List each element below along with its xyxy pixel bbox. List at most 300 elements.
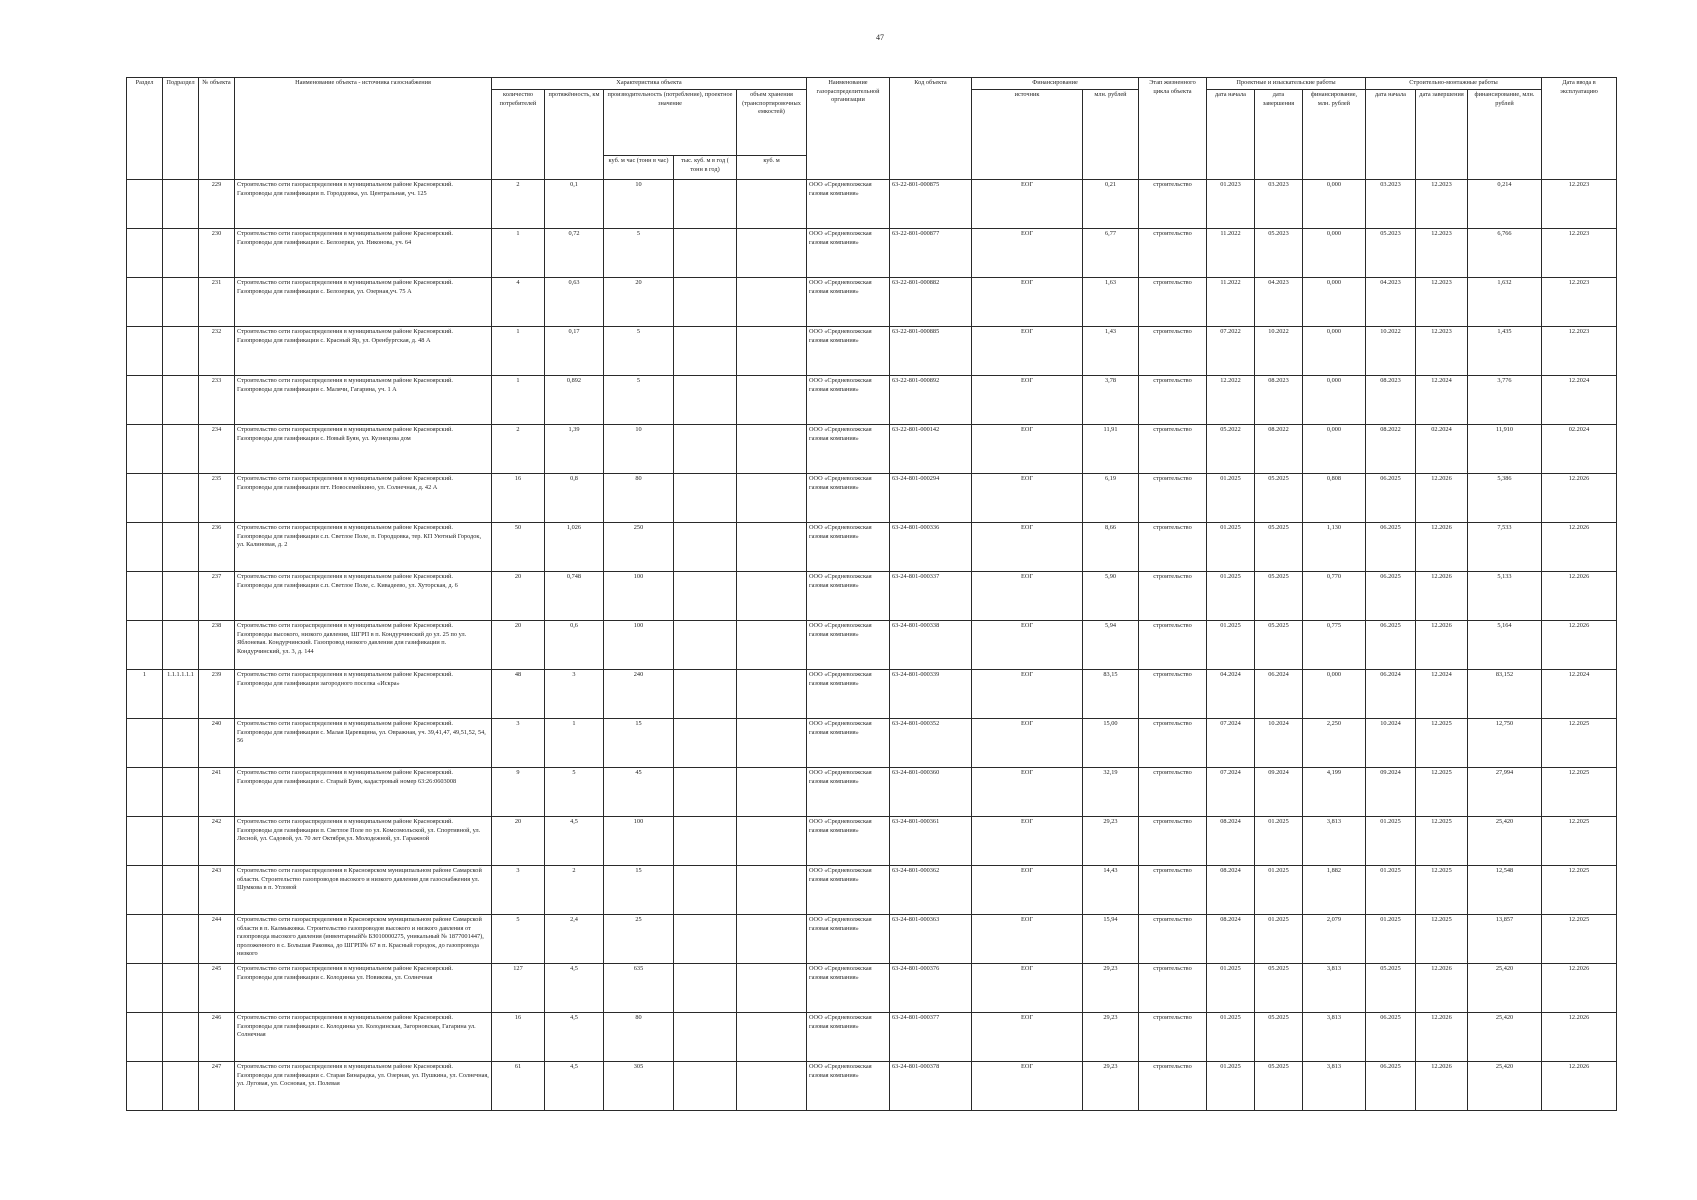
table-row [127,376,1617,425]
cell-cub-hour: 250 [604,523,674,572]
cell-razdel [127,1062,163,1111]
cell-storage [737,572,807,621]
cell-commission-date: 02.2024 [1542,425,1617,474]
cell-construction-end: 12.2026 [1416,523,1468,572]
cell-stage: строительство [1139,866,1207,915]
cell-razdel [127,719,163,768]
cell-organization: ООО «Средневолжская газовая компания» [807,621,890,670]
page-number: 47 [876,33,884,42]
cell-construction-end: 12.2023 [1416,327,1468,376]
cell-stage: строительство [1139,670,1207,719]
cell-design-fin: 0,770 [1303,572,1366,621]
cell-design-end: 06.2024 [1255,670,1303,719]
cell-stage: строительство [1139,278,1207,327]
cell-construction-end: 12.2023 [1416,229,1468,278]
col-fin-amount: млн. рублей [1083,90,1139,180]
cell-cub-hour: 100 [604,817,674,866]
cell-qty: 3 [492,866,545,915]
cell-podrazdel [163,915,199,964]
cell-object-code: 63-24-801-000338 [890,621,972,670]
cell-design-fin: 3,813 [1303,964,1366,1013]
table-row [127,964,1617,1013]
cell-fin-source: ЕОГ [972,915,1083,964]
cell-construction-start: 01.2025 [1366,866,1416,915]
cell-qty: 20 [492,817,545,866]
cell-cub-year [674,915,737,964]
cell-storage [737,327,807,376]
cell-cub-hour: 10 [604,425,674,474]
table-row [127,866,1617,915]
cell-construction-start: 06.2025 [1366,1013,1416,1062]
cell-fin-amount: 29,23 [1083,817,1139,866]
cell-qty: 127 [492,964,545,1013]
cell-cub-hour: 10 [604,180,674,229]
cell-design-start: 07.2022 [1207,327,1255,376]
cell-design-start: 12.2022 [1207,376,1255,425]
cell-storage [737,866,807,915]
cell-qty: 2 [492,425,545,474]
cell-length: 5 [545,768,604,817]
cell-construction-start: 05.2023 [1366,229,1416,278]
cell-cub-year [674,180,737,229]
cell-organization: ООО «Средневолжская газовая компания» [807,719,890,768]
cell-podrazdel: 1.1.1.1.1.1 [163,670,199,719]
cell-construction-fin: 1,435 [1468,327,1542,376]
cell-object-code: 63-22-801-000875 [890,180,972,229]
cell-design-start: 11.2022 [1207,278,1255,327]
col-object-number: № объекта [199,78,235,180]
table-row [127,523,1617,572]
cell-object-number: 237 [199,572,235,621]
cell-organization: ООО «Средневолжская газовая компания» [807,327,890,376]
col-unit-cub-year: тыс. куб. м в год ( тонн в год) [674,156,737,180]
cell-length: 1,39 [545,425,604,474]
cell-razdel [127,180,163,229]
cell-stage: строительство [1139,719,1207,768]
cell-construction-start: 08.2023 [1366,376,1416,425]
cell-object-name: Строительство сети газораспределения в муниципальном районе Красноярский. Газопроводы для газификации с. Колодинка ул. Новикова, ул. Солнечная [235,964,492,1013]
cell-construction-end: 12.2025 [1416,866,1468,915]
cell-object-code: 63-24-801-000352 [890,719,972,768]
cell-commission-date: 12.2025 [1542,817,1617,866]
cell-object-number: 244 [199,915,235,964]
cell-organization: ООО «Средневолжская газовая компания» [807,278,890,327]
cell-fin-source: ЕОГ [972,1013,1083,1062]
cell-object-name: Строительство сети газораспределения в муниципальном районе Красноярский. Газопроводы для газификации с. Новый Буян, ул. Кузнецова дом [235,425,492,474]
cell-length: 4,5 [545,1062,604,1111]
cell-stage: строительство [1139,621,1207,670]
cell-fin-amount: 0,21 [1083,180,1139,229]
cell-construction-start: 06.2025 [1366,474,1416,523]
col-qty-consumers: количество потребителей [492,90,545,180]
cell-construction-start: 06.2024 [1366,670,1416,719]
cell-object-code: 63-24-801-000378 [890,1062,972,1111]
cell-cub-hour: 305 [604,1062,674,1111]
cell-commission-date: 12.2026 [1542,572,1617,621]
cell-qty: 20 [492,621,545,670]
cell-storage [737,523,807,572]
cell-object-code: 63-22-801-000877 [890,229,972,278]
col-unit-cub: куб. м [737,156,807,180]
col-storage: объем хранения (транспортировочных емкостей) [737,90,807,156]
cell-fin-amount: 15,94 [1083,915,1139,964]
cell-cub-hour: 45 [604,768,674,817]
col-organization: Наименование газораспределительной организации [807,78,890,180]
cell-construction-fin: 0,214 [1468,180,1542,229]
cell-razdel: 1 [127,670,163,719]
cell-cub-year [674,572,737,621]
cell-commission-date: 12.2025 [1542,719,1617,768]
cell-commission-date: 12.2026 [1542,523,1617,572]
cell-razdel [127,376,163,425]
cell-stage: строительство [1139,425,1207,474]
table-body [127,180,1617,1111]
cell-cub-hour: 635 [604,964,674,1013]
cell-fin-source: ЕОГ [972,376,1083,425]
cell-razdel [127,327,163,376]
cell-length: 4,5 [545,1013,604,1062]
cell-cub-year [674,964,737,1013]
col-unit-cub-hour: куб. м час (тонн в час) [604,156,674,180]
cell-design-fin: 0,000 [1303,278,1366,327]
cell-design-end: 08.2022 [1255,425,1303,474]
cell-object-number: 241 [199,768,235,817]
cell-object-number: 230 [199,229,235,278]
cell-construction-end: 12.2026 [1416,964,1468,1013]
cell-cub-year [674,719,737,768]
cell-construction-end: 12.2026 [1416,1062,1468,1111]
cell-razdel [127,817,163,866]
cell-length: 0,8 [545,474,604,523]
cell-organization: ООО «Средневолжская газовая компания» [807,1062,890,1111]
cell-design-end: 05.2025 [1255,1013,1303,1062]
cell-cub-hour: 5 [604,327,674,376]
cell-design-start: 01.2025 [1207,474,1255,523]
cell-fin-source: ЕОГ [972,768,1083,817]
cell-cub-hour: 5 [604,229,674,278]
cell-cub-year [674,1013,737,1062]
cell-design-end: 10.2024 [1255,719,1303,768]
cell-construction-end: 12.2026 [1416,474,1468,523]
cell-design-start: 01.2025 [1207,964,1255,1013]
cell-object-name: Строительство сети газораспределения в муниципальном районе Красноярский. Газопроводы для газификации с. Белозерки, ул. Никонова, уч. 64 [235,229,492,278]
cell-design-fin: 3,813 [1303,1062,1366,1111]
cell-construction-fin: 83,152 [1468,670,1542,719]
cell-storage [737,229,807,278]
cell-stage: строительство [1139,523,1207,572]
col-design-fin: финансирование, млн. рублей [1303,90,1366,180]
cell-commission-date: 12.2025 [1542,866,1617,915]
col-podrazdel: Подраздел [163,78,199,180]
cell-fin-source: ЕОГ [972,572,1083,621]
cell-construction-end: 02.2024 [1416,425,1468,474]
cell-construction-end: 12.2026 [1416,572,1468,621]
cell-object-name: Строительство сети газораспределения в муниципальном районе Красноярский. Газопроводы для газификации п. Городцовка, ул. Центральная, уч. 125 [235,180,492,229]
cell-construction-start: 01.2025 [1366,817,1416,866]
cell-fin-amount: 14,43 [1083,866,1139,915]
cell-organization: ООО «Средневолжская газовая компания» [807,376,890,425]
cell-design-start: 05.2022 [1207,425,1255,474]
cell-stage: строительство [1139,817,1207,866]
cell-object-name: Строительство сети газораспределения в муниципальном районе Красноярский. Газопроводы для газификации с.п. Светлое Поле, п. Городцовка, тер. КП Уютный Городок, ул. Калиновая, д. 2 [235,523,492,572]
cell-object-code: 63-24-801-000361 [890,817,972,866]
cell-design-start: 11.2022 [1207,229,1255,278]
cell-stage: строительство [1139,180,1207,229]
cell-qty: 4 [492,278,545,327]
cell-construction-start: 06.2025 [1366,523,1416,572]
cell-length: 3 [545,670,604,719]
cell-podrazdel [163,817,199,866]
cell-fin-amount: 83,15 [1083,670,1139,719]
cell-design-end: 08.2023 [1255,376,1303,425]
cell-razdel [127,964,163,1013]
cell-fin-amount: 8,66 [1083,523,1139,572]
table-row [127,719,1617,768]
cell-design-start: 01.2025 [1207,523,1255,572]
cell-object-code: 63-22-801-000142 [890,425,972,474]
cell-podrazdel [163,964,199,1013]
cell-construction-start: 09.2024 [1366,768,1416,817]
cell-fin-amount: 5,90 [1083,572,1139,621]
cell-object-name: Строительство сети газораспределения в муниципальном районе Красноярский. Газопроводы для газификации п. Светлое Поле по ул. Комсомольской, ул. Спортивной, ул. Лесной, ул. Садовой, ул. 70 лет Октября,ул. Молодежной, ул. Гаражной [235,817,492,866]
col-construction-start: дата начала [1366,90,1416,180]
cell-fin-amount: 6,77 [1083,229,1139,278]
cell-commission-date: 12.2026 [1542,1062,1617,1111]
table-row [127,327,1617,376]
cell-qty: 5 [492,915,545,964]
cell-cub-year [674,376,737,425]
cell-fin-source: ЕОГ [972,474,1083,523]
cell-length: 0,892 [545,376,604,425]
cell-fin-source: ЕОГ [972,278,1083,327]
cell-design-end: 01.2025 [1255,866,1303,915]
cell-object-number: 235 [199,474,235,523]
cell-design-fin: 3,813 [1303,817,1366,866]
cell-cub-year [674,1062,737,1111]
cell-fin-source: ЕОГ [972,621,1083,670]
cell-podrazdel [163,180,199,229]
cell-length: 4,5 [545,964,604,1013]
cell-storage [737,474,807,523]
cell-construction-start: 05.2025 [1366,964,1416,1013]
cell-cub-year [674,523,737,572]
cell-stage: строительство [1139,768,1207,817]
cell-construction-start: 06.2025 [1366,572,1416,621]
cell-podrazdel [163,376,199,425]
cell-organization: ООО «Средневолжская газовая компания» [807,425,890,474]
cell-commission-date: 12.2025 [1542,768,1617,817]
cell-commission-date: 12.2026 [1542,621,1617,670]
cell-podrazdel [163,425,199,474]
cell-object-name: Строительство сети газораспределения в Красноярском муниципальном районе Самарской области. Строительство газопроводов высокого и низкого давления для газоснабжения ул. Шумкова в п. Угловой [235,866,492,915]
cell-organization: ООО «Средневолжская газовая компания» [807,817,890,866]
cell-object-name: Строительство сети газораспределения в муниципальном районе Красноярский. Газопроводы для газификации с. Красный Яр, ул. Оренбургская, д. 48 А [235,327,492,376]
cell-construction-end: 12.2024 [1416,670,1468,719]
cell-design-fin: 1,882 [1303,866,1366,915]
cell-stage: строительство [1139,1013,1207,1062]
cell-construction-end: 12.2023 [1416,278,1468,327]
cell-fin-amount: 5,94 [1083,621,1139,670]
cell-storage [737,1013,807,1062]
cell-object-number: 232 [199,327,235,376]
cell-design-end: 05.2025 [1255,474,1303,523]
cell-fin-source: ЕОГ [972,719,1083,768]
cell-object-name: Строительство сети газораспределения в муниципальном районе Красноярский. Газопроводы для газификации с. Малячи, Гагарина, уч. 1 А [235,376,492,425]
col-design-start: дата начала [1207,90,1255,180]
cell-design-fin: 0,000 [1303,229,1366,278]
cell-object-name: Строительство сети газораспределения в Красноярском муниципальном районе Самарской области в п. Калмыковка. Строительство газопроводов высокого и низкого давления от газопровода высокого давления (инвентарный№ БЗ010000275, уникальный № 1877001447), проложенного в с. Большая Раковка, до ШГРП№ 67 в п. Красный городок, до газопровода низкого [235,915,492,964]
cell-object-code: 63-24-801-000360 [890,768,972,817]
cell-object-number: 236 [199,523,235,572]
cell-commission-date: 12.2023 [1542,278,1617,327]
cell-design-start: 08.2024 [1207,915,1255,964]
cell-construction-fin: 13,857 [1468,915,1542,964]
cell-qty: 20 [492,572,545,621]
cell-object-name: Строительство сети газораспределения в муниципальном районе Красноярский. Газопроводы для газификации с. Белозерки, ул. Озерная,уч. 75 А [235,278,492,327]
cell-fin-source: ЕОГ [972,866,1083,915]
cell-cub-year [674,229,737,278]
cell-cub-hour: 80 [604,1013,674,1062]
cell-object-name: Строительство сети газораспределения в муниципальном районе Красноярский. Газопроводы для газификации с. Старый Буян, кадастровый номер 63:26:0603008 [235,768,492,817]
cell-length: 1 [545,719,604,768]
cell-length: 0,17 [545,327,604,376]
cell-fin-amount: 11,91 [1083,425,1139,474]
cell-length: 0,6 [545,621,604,670]
cell-object-code: 63-22-801-000882 [890,278,972,327]
col-length: протяжённость, км [545,90,604,180]
cell-stage: строительство [1139,474,1207,523]
cell-design-start: 07.2024 [1207,768,1255,817]
gas-objects-table [126,77,1617,1111]
cell-stage: строительство [1139,327,1207,376]
cell-storage [737,1062,807,1111]
cell-construction-fin: 6,766 [1468,229,1542,278]
cell-design-end: 05.2025 [1255,964,1303,1013]
cell-design-end: 04.2023 [1255,278,1303,327]
col-construction-works: Строительно-монтажные работы [1366,78,1542,90]
cell-razdel [127,621,163,670]
cell-object-code: 63-24-801-000337 [890,572,972,621]
cell-construction-start: 01.2025 [1366,915,1416,964]
cell-podrazdel [163,1013,199,1062]
cell-design-start: 01.2025 [1207,1013,1255,1062]
cell-cub-year [674,817,737,866]
cell-organization: ООО «Средневолжская газовая компания» [807,229,890,278]
cell-construction-fin: 5,133 [1468,572,1542,621]
cell-length: 4,5 [545,817,604,866]
cell-object-number: 242 [199,817,235,866]
col-characteristics: Характеристика объекта [492,78,807,90]
cell-construction-end: 12.2026 [1416,1013,1468,1062]
cell-object-name: Строительство сети газораспределения в муниципальном районе Красноярский. Газопроводы для газификации с. Старая Бинарадка, ул. Озерная, ул. Пушкина, ул. Солнечная, ул. Луговая, ул. Сосновая, ул. Полевая [235,1062,492,1111]
cell-cub-hour: 5 [604,376,674,425]
cell-design-start: 01.2025 [1207,621,1255,670]
cell-object-number: 239 [199,670,235,719]
cell-design-end: 05.2025 [1255,572,1303,621]
cell-qty: 2 [492,180,545,229]
cell-qty: 48 [492,670,545,719]
cell-storage [737,670,807,719]
cell-qty: 61 [492,1062,545,1111]
cell-podrazdel [163,474,199,523]
cell-fin-source: ЕОГ [972,425,1083,474]
cell-cub-year [674,327,737,376]
cell-cub-year [674,278,737,327]
cell-fin-amount: 32,19 [1083,768,1139,817]
cell-length: 0,72 [545,229,604,278]
cell-podrazdel [163,278,199,327]
cell-design-start: 01.2025 [1207,1062,1255,1111]
cell-design-start: 08.2024 [1207,817,1255,866]
cell-fin-source: ЕОГ [972,964,1083,1013]
cell-construction-start: 10.2022 [1366,327,1416,376]
cell-stage: строительство [1139,229,1207,278]
cell-length: 2,4 [545,915,604,964]
cell-construction-start: 10.2024 [1366,719,1416,768]
cell-razdel [127,278,163,327]
cell-razdel [127,229,163,278]
cell-construction-fin: 25,420 [1468,817,1542,866]
cell-cub-year [674,768,737,817]
cell-object-number: 231 [199,278,235,327]
cell-commission-date: 12.2026 [1542,1013,1617,1062]
cell-design-end: 05.2025 [1255,1062,1303,1111]
col-design-end: дата завершения [1255,90,1303,180]
col-financing: Финансирование [972,78,1139,90]
table-row [127,817,1617,866]
cell-commission-date: 12.2023 [1542,180,1617,229]
cell-construction-end: 12.2025 [1416,817,1468,866]
cell-fin-source: ЕОГ [972,327,1083,376]
cell-cub-hour: 100 [604,621,674,670]
cell-organization: ООО «Средневолжская газовая компания» [807,180,890,229]
cell-object-name: Строительство сети газораспределения в муниципальном районе Красноярский. Газопроводы для газификации пгт. Новосемейкино, ул. Солнечная, д. 42 А [235,474,492,523]
col-construction-end: дата завершения [1416,90,1468,180]
cell-fin-amount: 1,63 [1083,278,1139,327]
cell-fin-amount: 6,19 [1083,474,1139,523]
cell-construction-end: 12.2024 [1416,376,1468,425]
cell-stage: строительство [1139,572,1207,621]
cell-fin-amount: 29,23 [1083,964,1139,1013]
cell-construction-fin: 12,750 [1468,719,1542,768]
cell-construction-end: 12.2023 [1416,180,1468,229]
cell-object-name: Строительство сети газораспределения в муниципальном районе Красноярский. Газопроводы высокого, низкого давления, ШГРП в п. Кондурчинский до ул. 25 по ул. Яблоневая. Кондурчинский. Газопровод низкого давления для газификации п. Кондурчинский, ул. 3, д. 144 [235,621,492,670]
cell-design-start: 01.2025 [1207,572,1255,621]
cell-design-end: 01.2025 [1255,915,1303,964]
cell-qty: 1 [492,229,545,278]
cell-qty: 9 [492,768,545,817]
col-commission-date: Дата ввода в эксплуатацию [1542,78,1617,180]
cell-razdel [127,1013,163,1062]
cell-design-fin: 2,250 [1303,719,1366,768]
cell-razdel [127,768,163,817]
cell-construction-start: 03.2023 [1366,180,1416,229]
cell-fin-source: ЕОГ [972,670,1083,719]
cell-construction-end: 12.2025 [1416,768,1468,817]
cell-razdel [127,866,163,915]
table-row [127,1062,1617,1111]
cell-commission-date: 12.2024 [1542,670,1617,719]
cell-razdel [127,425,163,474]
cell-design-fin: 3,813 [1303,1013,1366,1062]
cell-cub-hour: 80 [604,474,674,523]
cell-fin-source: ЕОГ [972,229,1083,278]
cell-fin-amount: 3,78 [1083,376,1139,425]
cell-length: 0,63 [545,278,604,327]
cell-design-fin: 0,000 [1303,425,1366,474]
cell-length: 0,1 [545,180,604,229]
cell-object-number: 246 [199,1013,235,1062]
